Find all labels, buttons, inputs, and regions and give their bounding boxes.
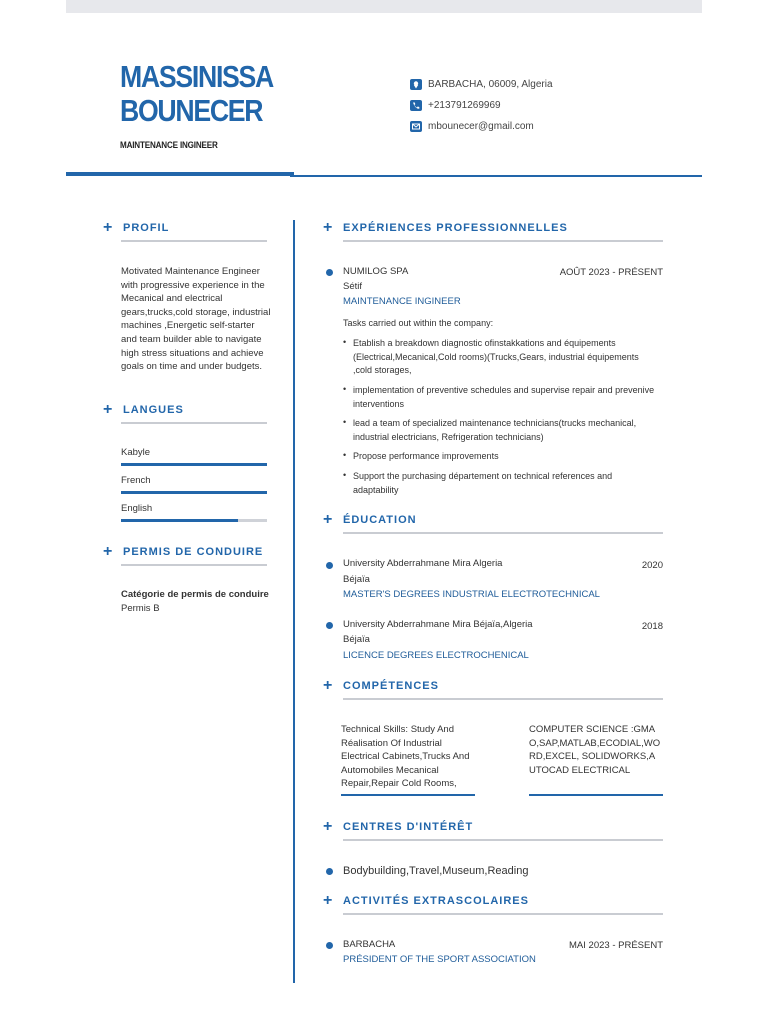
skill-underline <box>341 794 475 796</box>
location-pin-icon <box>410 79 422 90</box>
plus-icon: + <box>103 401 113 418</box>
language-level-bar <box>121 519 267 522</box>
header-divider-right <box>290 175 702 177</box>
task-bullet: • <box>343 384 347 394</box>
address-text: BARBACHA, 06009, Algeria <box>428 79 553 90</box>
degree-name: LICENCE DEGREES ELECTROCHENICAL <box>343 650 529 661</box>
task-item: implementation of preventive schedules and supervise repair and prevenive interventions <box>353 385 655 409</box>
bullet-dot <box>326 269 333 276</box>
activity-role: PRÉSIDENT OF THE SPORT ASSOCIATION <box>343 954 536 965</box>
contact-address <box>410 79 553 90</box>
email-text[interactable]: mbounecer@gmail.com <box>428 121 534 132</box>
header-divider-left <box>66 172 294 176</box>
section-activites-heading <box>323 894 529 908</box>
activity-dates: MAI 2023 - PRÉSENT <box>569 940 663 951</box>
plus-icon: + <box>103 543 113 560</box>
language-label: Kabyle <box>121 447 151 458</box>
phone-text: +213791269969 <box>428 100 501 111</box>
skills-technical: Technical Skills: Study And Réalisation Of Industrial Electrical Cabinets,Trucks And Automobiles Mecanical Repair,Repair Cold Rooms, <box>341 724 470 790</box>
experience-role: MAINTENANCE INGINEER <box>343 296 461 307</box>
skills-computer: COMPUTER SCIENCE :GMAO,SAP,MATLAB,ECODIAL,WORD,EXCEL, SOLIDWORKS,AUTOCAD ELECTRICAL <box>529 724 661 776</box>
section-rule <box>121 422 267 424</box>
section-profil-heading <box>103 221 169 235</box>
skill-underline <box>529 794 663 796</box>
language-label: English <box>121 503 153 514</box>
plus-icon: + <box>323 818 333 835</box>
plus-icon: + <box>323 892 333 909</box>
language-label: French <box>121 475 151 486</box>
task-item: Support the purchasing département on technical references and adaptability <box>353 471 613 495</box>
education-year: 2018 <box>641 621 663 632</box>
profile-text: Motivated Maintenance Engineer with progressive experience in the Mecanical and electrical gears,trucks,cold storage, industrial machines ,Energetic self-starter and team builder able to navigate high stress situations and achieve goals on time and under budgets. <box>121 266 271 373</box>
bullet-dot <box>326 942 333 949</box>
section-title: EXPÉRIENCES PROFESSIONNELLES <box>343 222 568 234</box>
section-experience-heading <box>323 221 568 235</box>
task-bullet: • <box>343 337 347 347</box>
plus-icon: + <box>323 219 333 236</box>
section-rule <box>343 913 663 915</box>
school-city: Béjaïa <box>343 574 370 585</box>
section-title: LANGUES <box>123 404 184 416</box>
contact-email[interactable] <box>410 121 534 132</box>
section-title: COMPÉTENCES <box>343 680 439 692</box>
experience-dates: AOÛT 2023 - PRÉSENT <box>559 267 663 278</box>
task-bullet: • <box>343 417 347 427</box>
task-item: lead a team of specialized maintenance technicians(trucks mechanical, industrial electricians, Refrigeration technicians) <box>353 418 637 442</box>
section-rule <box>343 839 663 841</box>
section-title: PROFIL <box>123 222 170 234</box>
school-name: University Abderrahmane Mira Béjaïa,Algeria <box>343 619 533 630</box>
school-city: Béjaïa <box>343 634 370 645</box>
bullet-dot <box>326 562 333 569</box>
section-education-heading <box>323 513 417 527</box>
mail-icon <box>410 121 422 132</box>
section-interets-heading <box>323 820 473 834</box>
section-title: ÉDUCATION <box>343 514 417 526</box>
interests-text: Bodybuilding,Travel,Museum,Reading <box>343 865 529 877</box>
section-langues-heading <box>103 403 184 417</box>
language-level-fill <box>121 491 267 494</box>
activity-place: BARBACHA <box>343 939 396 950</box>
contact-phone <box>410 100 501 111</box>
bullet-dot <box>326 868 333 875</box>
name-last: BOUNECER <box>120 93 263 128</box>
language-level-bar <box>121 463 267 466</box>
language-level-bar <box>121 491 267 494</box>
section-rule <box>121 240 267 242</box>
bullet-dot <box>326 622 333 629</box>
top-bar <box>66 0 702 13</box>
education-year: 2020 <box>641 560 663 571</box>
section-permis-heading <box>103 545 263 559</box>
plus-icon: + <box>103 219 113 236</box>
task-bullet: • <box>343 450 347 460</box>
section-rule <box>343 532 663 534</box>
company-city: Sétif <box>343 281 363 292</box>
degree-name: MASTER'S DEGREES INDUSTRIAL ELECTROTECHNICAL <box>343 589 600 600</box>
school-name: University Abderrahmane Mira Algeria <box>343 558 503 569</box>
section-title: PERMIS DE CONDUIRE <box>123 546 264 558</box>
column-divider <box>293 220 295 983</box>
job-title: MAINTENANCE INGINEER <box>120 140 218 150</box>
permis-value: Permis B <box>121 603 160 614</box>
section-rule <box>343 240 663 242</box>
section-title: CENTRES D'INTÉRÊT <box>343 821 474 833</box>
name-first: MASSINISSA <box>120 59 274 94</box>
section-competences-heading <box>323 679 439 693</box>
section-title: ACTIVITÉS EXTRASCOLAIRES <box>343 895 529 907</box>
task-bullet: • <box>343 470 347 480</box>
task-item: Propose performance improvements <box>353 451 499 461</box>
permis-category-label: Catégorie de permis de conduire <box>121 589 269 600</box>
language-level-fill <box>121 463 267 466</box>
plus-icon: + <box>323 511 333 528</box>
tasks-intro: Tasks carried out within the company: <box>343 318 494 328</box>
language-level-fill <box>121 519 238 522</box>
section-rule <box>121 564 267 566</box>
plus-icon: + <box>323 677 333 694</box>
task-item: Etablish a breakdown diagnostic ofinstakkations and équipements (Electrical,Mecanical,Cold rooms)(Trucks,Gears, industrial équipements ,cold storages, <box>353 338 639 375</box>
section-rule <box>343 698 663 700</box>
company-name: NUMILOG SPA <box>343 266 409 277</box>
candidate-name <box>120 60 335 128</box>
phone-icon <box>410 100 422 111</box>
